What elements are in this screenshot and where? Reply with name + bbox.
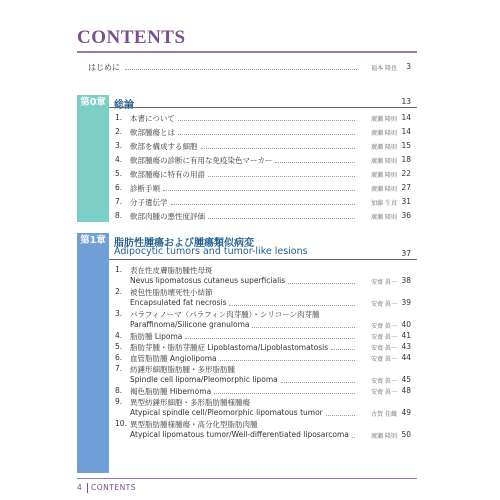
entry-number: 6. [115,183,123,192]
entry-author: 廣瀬 隆則 [371,144,397,151]
entry-page: 49 [401,408,411,417]
leader-dots [208,176,355,177]
entry-page: 40 [401,320,411,329]
entry-title: 異型紡錘形細胞・多形脂肪腫様腫瘍 [130,398,250,407]
entry-page: 44 [401,353,411,362]
chapter-subtitle: Adipocytic tumors and tumor-like lesions [114,246,308,257]
entry-author: 安齋 眞一 [371,323,397,330]
leader-dots [275,162,355,163]
entry-title: 軟部肉腫の悪性度評価 [130,212,205,221]
entry-page: 14 [401,127,411,136]
entry-number: 8. [115,211,123,220]
leader-dots [185,338,355,339]
intro-page: 3 [406,62,411,71]
toc-entry[interactable] [111,183,417,197]
toc-entry[interactable] [111,113,417,127]
footer-rule [77,478,417,479]
entry-title-english: Atypical lipomatous tumor/Well-differentiated liposarcoma [130,430,349,439]
entry-title: 軟部腫瘍の診断に有用な免疫染色マーカー [130,156,273,165]
entry-number: 2. [115,127,123,136]
entry-author: 廣瀬 隆則 [371,158,397,165]
entry-number: 6. [115,353,123,362]
entry-page: 43 [401,342,411,351]
toc-entry[interactable] [111,197,417,211]
toc-entry[interactable] [111,419,417,441]
leader-dots [331,349,355,350]
leader-dots [208,218,355,219]
entry-page: 39 [401,298,411,307]
entry-page: 50 [401,430,411,439]
entry-title-english: Spindle cell lipoma/Pleomorphic lipoma [130,375,278,384]
leader-dots [326,415,355,416]
chapter-side-bar [77,95,109,222]
intro-entry[interactable] [77,62,417,74]
entry-author: 加藤 生真 [371,200,397,207]
entry-title: 脂肪腫 Lipoma [130,332,183,341]
chapter-rule [109,107,417,108]
entry-title: 褐色脂肪腫 Hibernoma [130,387,212,396]
entry-author: 廣瀬 隆則 [371,116,397,123]
footer-divider [87,483,88,493]
entry-author: 廣瀬 隆則 [371,433,397,440]
entry-author: 廣瀬 隆則 [371,186,397,193]
chapter-page: 13 [401,97,411,106]
entry-author: 廣瀬 隆則 [371,214,397,221]
entry-page: 48 [401,386,411,395]
footer-label: CONTENTS [91,483,137,492]
entry-page: 31 [401,197,411,206]
entry-number: 7. [115,197,123,206]
chapter-title[interactable]: 脂肪性腫瘍および腫瘍類似病変 [114,238,254,249]
leader-dots [214,393,355,394]
entry-author: 廣瀬 隆則 [371,172,397,179]
footer-page-number: 4 [77,483,82,492]
entry-author: 安齋 眞一 [371,301,397,308]
leader-dots [252,327,355,328]
entry-title: 分子遺伝学 [130,198,168,207]
entry-number: 5. [115,169,123,178]
entry-number: 3. [115,309,123,318]
intro-author: 福本 隆也 [371,65,397,72]
entry-author: 安齋 眞一 [371,345,397,352]
toc-entry[interactable] [111,331,417,342]
entry-page: 45 [401,375,411,384]
entry-title: 異型脂肪腫様腫瘍・高分化型脂肪肉腫 [130,420,258,429]
entry-title-english: Paraffinoma/Silicone granuloma [130,320,250,329]
entry-number: 5. [115,342,123,351]
entry-title: 本書について [130,114,175,123]
leader-dots [281,382,355,383]
title-underline [77,51,417,53]
toc-entry[interactable] [111,386,417,397]
toc-entry[interactable] [111,309,417,331]
toc-entry[interactable] [111,364,417,386]
entry-page: 27 [401,183,411,192]
entry-number: 8. [115,386,123,395]
page-title: CONTENTS [77,27,186,48]
toc-entry[interactable] [111,141,417,155]
entry-author: 古賀 佳織 [371,411,397,418]
entry-number: 4. [115,155,123,164]
entry-author: 安齋 眞一 [371,334,397,341]
leader-dots [178,120,355,121]
toc-entry[interactable] [111,287,417,309]
leader-dots [201,148,356,149]
intro-title: はじめに [88,63,120,72]
leader-dots [229,305,355,306]
toc-entry[interactable] [111,342,417,353]
entry-number: 10. [115,419,127,428]
entry-title: パラフィノーマ（パラフィン肉芽腫）・シリコーン肉芽腫 [130,310,320,319]
entry-page: 15 [401,141,411,150]
leader-dots [352,437,355,438]
chapter-title[interactable]: 総論 [114,100,134,111]
entry-title: 軟部腫瘍に特有の用語 [130,170,205,179]
entry-title: 表在性皮膚脂肪腫性母斑 [130,266,213,275]
entry-title-english: Nevus lipomatosus cutaneus superficialis [130,276,286,285]
entry-author: 安齋 眞一 [371,356,397,363]
entry-author: 安齋 眞一 [371,389,397,396]
entry-title: 診断手順 [130,184,160,193]
entry-title: 血管脂肪腫 Angiolipoma [130,354,217,363]
chapter-side-bar [77,233,109,473]
entry-page: 38 [401,276,411,285]
entry-number: 9. [115,397,123,406]
entry-title: 軟部を構成する細胞 [130,142,198,151]
entry-title-english: Atypical spindle cell/Pleomorphic lipomatous tumor [130,408,323,417]
entry-number: 7. [115,364,123,373]
entry-author: 安齋 眞一 [371,378,397,385]
entry-number: 1. [115,265,123,274]
entry-author: 安齋 眞一 [371,279,397,286]
entry-page: 18 [401,155,411,164]
entry-number: 3. [115,141,123,150]
toc-entry[interactable] [111,127,417,141]
entry-page: 41 [401,331,411,340]
chapter-page: 37 [401,249,411,258]
entry-title-english: Encapsulated fat necrosis [130,298,227,307]
leader-dots [178,134,355,135]
entry-number: 2. [115,287,123,296]
leader-dots [171,204,356,205]
toc-entry[interactable] [111,169,417,183]
leader-dots [288,283,355,284]
leader-dots [125,69,357,70]
entry-title: 軟部腫瘍とは [130,128,175,137]
chapter-rule [109,259,417,260]
entry-number: 1. [115,113,123,122]
toc-entry[interactable] [111,397,417,419]
entry-number: 4. [115,331,123,340]
entry-page: 36 [401,211,411,220]
toc-entry[interactable] [111,265,417,287]
entry-author: 廣瀬 隆則 [371,130,397,137]
entry-page: 14 [401,113,411,122]
toc-entry[interactable] [111,353,417,364]
entry-page: 22 [401,169,411,178]
chapter-label: 第0章 [77,95,109,111]
entry-title: 被包性脂肪壊死性小結節 [130,288,213,297]
leader-dots [220,360,355,361]
chapter-label: 第1章 [77,233,109,249]
entry-title: 脂肪芽腫・脂肪芽腫症 Lipoblastoma/Lipoblastomatosis [130,343,329,352]
leader-dots [163,190,355,191]
toc-entry[interactable] [111,155,417,169]
entry-title: 紡錘形細胞脂肪腫・多形脂肪腫 [130,365,235,374]
toc-entry[interactable] [111,211,417,225]
